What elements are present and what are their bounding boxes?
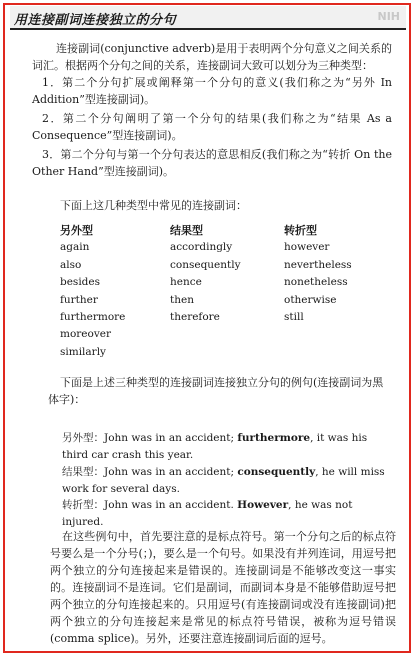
example-adverb: However [237,499,289,511]
example-adverb: consequently [237,466,316,478]
type-item-2: 2．第二个分句阐明了第一个分句的结果(我们称之为“结果 As a Consequence”型连接副词)。 [32,112,392,142]
example-1 [62,430,396,464]
column-head: 另外型 [60,224,93,237]
word: consequently [170,258,241,271]
example-label: 另外型： [62,432,104,444]
column-head: 结果型 [170,224,203,237]
word: however [284,241,330,254]
word: then [170,293,194,306]
word: therefore [170,311,220,324]
example-text: John was in an accident. [104,499,238,511]
column-in-addition [60,222,125,361]
word: moreover [60,328,111,341]
example-text: John was in an accident; [104,432,238,444]
column-consequence [170,222,241,326]
example-3 [62,497,396,531]
column-other-hand [284,222,352,326]
example-2 [62,464,396,498]
title-bar [10,6,406,30]
example-adverb: furthermore [237,432,311,444]
example-text: John was in an accident; [104,466,238,478]
word: nevertheless [284,258,352,271]
word: still [284,311,304,324]
word: accordingly [170,241,233,254]
closing-paragraph: 在这些例句中，首先要注意的是标点符号。第一个分句之后的标点符号要么是一个分号(；)，要么是一个句号。如果没有并列连词，用逗号把两个独立的分句连接起来是错误的。连接副词是不能够改变这一事实的。连接副词不是连词。它们是副词，而副词本身是不能够借助逗号把两个独立的分句连接起来的。只用逗号(有连接副词或没有连接副词)把两个独立的分句连接起来是常见的标点符号错误，被称为逗号错误(comma splice)。另外，还要注意连接副词后面的逗号。 [50,530,396,645]
word: hence [170,276,202,289]
example-text-after: , he was not injured. [62,499,353,528]
word: also [60,258,82,271]
word: again [60,241,90,254]
example-label: 转折型： [62,499,104,511]
type-item-3: 3．第二个分句与第一个分句表达的意思相反(我们称之为“转折 On the Other Hand”型连接副词)。 [32,148,392,178]
word: besides [60,276,101,289]
example-label: 结果型： [62,466,104,478]
word: similarly [60,345,106,358]
page-title: 用连接副词连接独立的分句 [14,13,177,28]
example-text-after: , he will miss work for several days. [62,466,385,495]
word: furthermore [60,311,126,324]
column-head: 转折型 [284,224,317,237]
type-item-1: 1．第二个分句扩展或阐释第一个分句的意义(我们称之为“另外 In Addition”型连接副词)。 [32,76,392,106]
word: further [60,293,98,306]
examples-intro: 下面是上述三种类型的连接副词连接独立分句的例句(连接副词为黑体字)： [48,376,384,406]
example-text-after: , it was his third car crash this year. [62,432,368,461]
intro-paragraph: 连接副词(conjunctive adverb)是用于表明两个分句意义之间关系的词汇。根据两个分句之间的关系，连接副词大致可以划分为三种类型： [32,42,392,72]
list-intro: 下面上这几种类型中常见的连接副词： [60,199,247,212]
watermark: NIH [377,10,400,23]
word: otherwise [284,293,337,306]
word: nonetheless [284,276,348,289]
